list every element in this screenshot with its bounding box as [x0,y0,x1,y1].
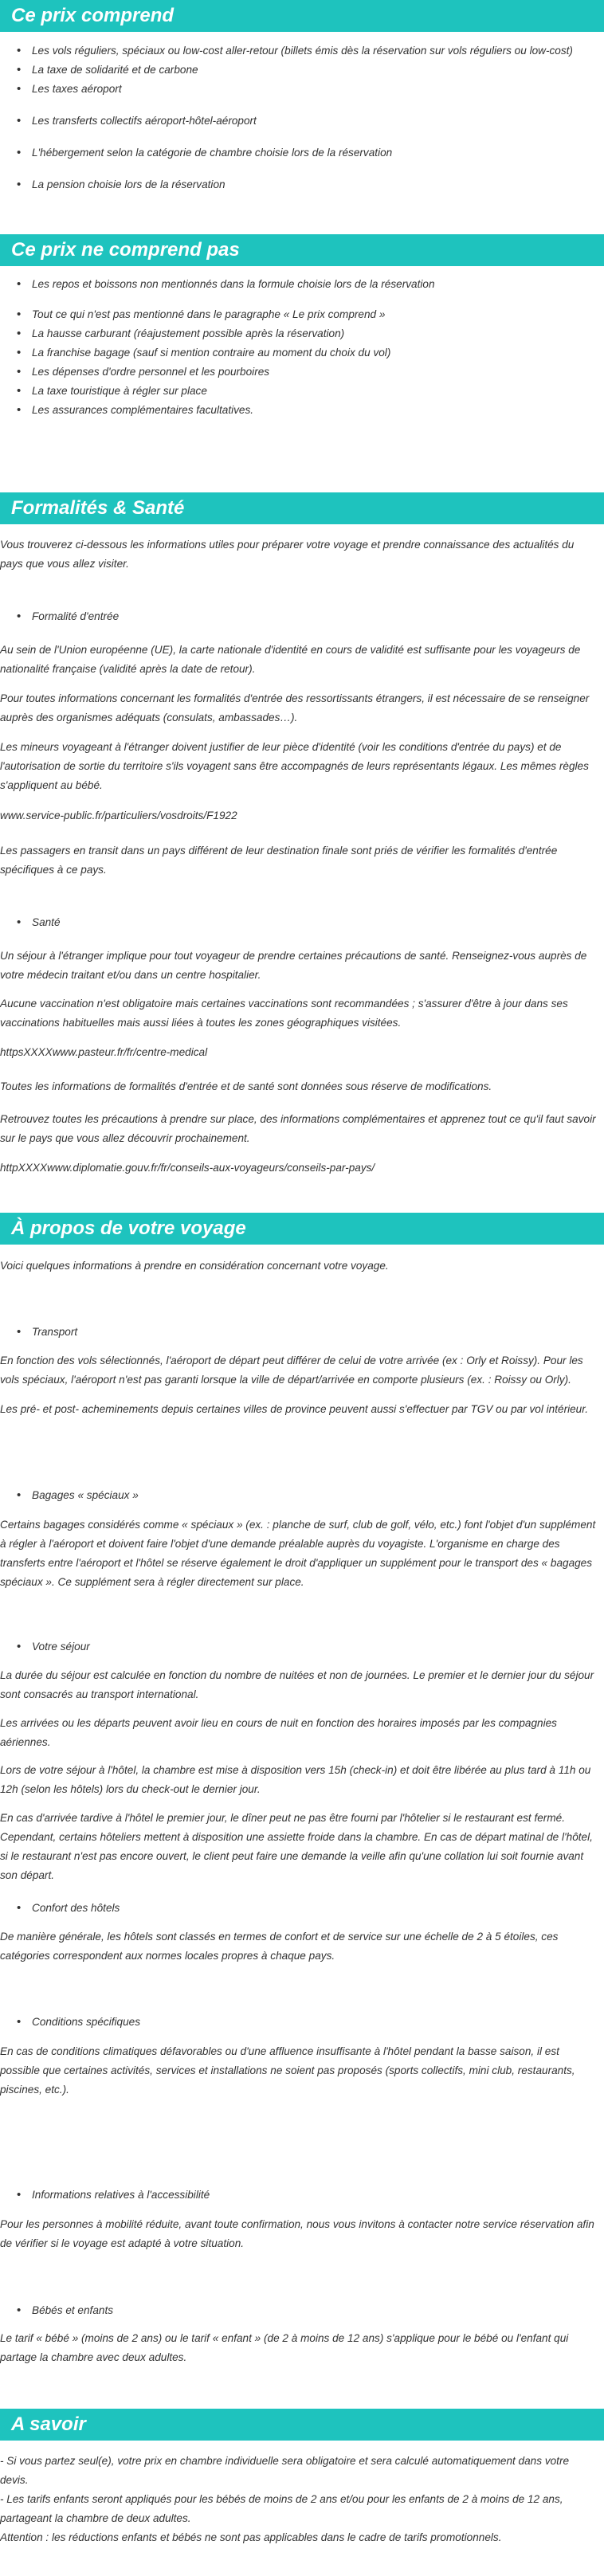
paragraph: Aucune vaccination n'est obligatoire mais certaines vaccinations sont recommandées ; s'assurer d'être à jour dans ses vaccinations habituelles mais aussi liées à toutes les zones géographiques visitées. [0,998,568,1029]
paragraph: Attention : les réductions enfants et bébés ne sont pas applicables dans le cadre de tarifs promotionnels. [0,2531,502,2543]
paragraph: Au sein de l'Union européenne (UE), la carte nationale d'identité en cours de validité est suffisante pour les voyageurs de nationalité française (validité après la date de retour). [0,644,581,675]
paragraph: En cas d'arrivée tardive à l'hôtel le premier jour, le dîner peut ne pas être fourni par l'hôtelier si le restaurant est fermé. Cependant, certains hôteliers mettent à disposition une assiette froide dans la chambre. En cas de départ matinal de l'hôtel, si le restaurant n'est pas encore ouvert, le client peut faire une demande la veille afin qu'une collation lui soit fournie avant son départ. [0,1812,593,1881]
section-title: A savoir [11,2413,86,2435]
section-title: Ce prix ne comprend pas [11,239,240,261]
section-header-a-savoir [0,2409,604,2441]
section-header-prix-comprend [0,0,604,32]
subheading-conditions-specifiques [0,2013,599,2032]
paragraph: Les passagers en transit dans un pays différent de leur destination finale sont priés de vérifier les formalités d'entrée spécifiques à ce pays. [0,845,558,876]
paragraph: Les arrivées ou les départs peuvent avoir lieu en cours de nuit en fonction des horaires imposés par les compagnies aériennes. [0,1717,557,1748]
subheading-label: • Bagages « spéciaux » [0,1486,599,1505]
list-prix-comprend [0,41,599,194]
link-diplomatie[interactable]: httpXXXXwww.diplomatie.gouv.fr/fr/conseils-aux-voyageurs/conseils-par-pays/ [0,1162,375,1174]
paragraph: Les mineurs voyageant à l'étranger doivent justifier de leur pièce d'identité (voir les conditions d'entrée du pays) et de l'autorisation de sortie du territoire s'ils voyagent sans être accompagnés de leurs représentants légaux. Les mêmes règles s'appliquent au bébé. [0,741,589,791]
subheading-bebes-enfants [0,2301,599,2320]
list-item: • Tout ce qui n'est pas mentionné dans le paragraphe « Le prix comprend » [0,305,599,324]
paragraph: La durée du séjour est calculée en fonction du nombre de nuitées et non de journées. Le premier et le dernier jour du séjour sont consacrés au transport international. [0,1669,594,1700]
subheading-label: • Confort des hôtels [0,1899,599,1918]
list-item: • Les vols réguliers, spéciaux ou low-cost aller-retour (billets émis dès la réservation sur vols réguliers ou low-cost) [0,41,599,61]
paragraph: Lors de votre séjour à l'hôtel, la chambre est mise à disposition vers 15h (check-in) et doit être libérée au plus tard à 11h ou 12h (selon les hôtels) lors du check-out le dernier jour. [0,1764,591,1795]
paragraph: Les pré- et post- acheminements depuis certaines villes de province peuvent aussi s'effectuer par TGV ou par vol intérieur. [0,1403,589,1415]
paragraph: Pour toutes informations concernant les formalités d'entrée des ressortissants étrangers, il est nécessaire de se renseigner auprès des organismes adéquats (consulats, ambassades…). [0,692,590,723]
section-header-formalites [0,492,604,524]
section-title: Ce prix comprend [11,5,175,26]
paragraph: Pour les personnes à mobilité réduite, avant toute confirmation, nous vous invitons à contacter notre service réservation afin de vérifier si le voyage est adapté à votre situation. [0,2218,594,2249]
subheading-label: • Votre séjour [0,1637,599,1657]
paragraph: - Les tarifs enfants seront appliqués pour les bébés de moins de 2 ans et/ou pour les enfants de 2 à moins de 12 ans, partageant la chambre de deux adultes. [0,2493,563,2524]
paragraph: En cas de conditions climatiques défavorables ou d'une affluence insuffisante à l'hôtel pendant la basse saison, il est possible que certaines activités, services et installations ne soient pas proposés (sports collectifs, mini club, restaurants, piscines, etc.). [0,2045,575,2096]
list-item: • La pension choisie lors de la réservation [0,175,599,194]
subheading-confort-hotels [0,1899,599,1918]
apropos-intro: Voici quelques informations à prendre en considération concernant votre voyage. [0,1260,389,1272]
paragraph: Certains bagages considérés comme « spéciaux » (ex. : planche de surf, club de golf, vélo, etc.) font l'objet d'un supplément à régler à l'aéroport et doivent faire l'objet d'une demande préalable auprès du voyagiste. L'organisme en charge des transferts entre l'aéroport et l'hôtel se réserve également le droit d'appliquer un supplément pour le transport des « bagages spéciaux ». Ce supplément sera à régler directement sur place. [0,1519,596,1588]
subheading-formalite-entree [0,607,599,626]
paragraph: De manière générale, les hôtels sont classés en termes de confort et de service sur une échelle de 2 à 5 étoiles, ces catégories correspondent aux normes locales propres à chaque pays. [0,1931,559,1962]
subheading-bagages [0,1486,599,1505]
section-header-apropos [0,1213,604,1245]
paragraph: Retrouvez toutes les précautions à prendre sur place, des informations complémentaires et apprenez tout ce qu'il faut savoir sur le pays que vous allez découvrir prochainement. [0,1113,596,1144]
paragraph: - Si vous partez seul(e), votre prix en chambre individuelle sera obligatoire et sera calculé automatiquement dans votre devis. [0,2455,570,2486]
link-service-public[interactable]: www.service-public.fr/particuliers/vosdroits/F1922 [0,810,237,821]
link-pasteur[interactable]: httpsXXXXwww.pasteur.fr/fr/centre-medical [0,1046,208,1058]
list-item: • Les taxes aéroport [0,80,599,99]
paragraph: Un séjour à l'étranger implique pour tout voyageur de prendre certaines précautions de santé. Renseignez-vous auprès de votre médecin traitant et/ou dans un centre hospitalier. [0,950,587,981]
list-item: • La franchise bagage (sauf si mention contraire au moment du choix du vol) [0,343,599,363]
list-item: • Les dépenses d'ordre personnel et les pourboires [0,363,599,382]
list-item: • La taxe touristique à régler sur place [0,382,599,401]
list-item: • L'hébergement selon la catégorie de chambre choisie lors de la réservation [0,143,599,163]
subheading-label: • Santé [0,913,599,932]
list-item: • Les assurances complémentaires facultatives. [0,401,599,420]
subheading-transport [0,1323,599,1342]
list-item: • Les transferts collectifs aéroport-hôtel-aéroport [0,112,599,131]
formalites-intro: Vous trouverez ci-dessous les informations utiles pour préparer votre voyage et prendre connaissance des actualités du pays que vous allez visiter. [0,539,575,570]
paragraph: En fonction des vols sélectionnés, l'aéroport de départ peut différer de celui de votre arrivée (ex : Orly et Roissy). Pour les vols spéciaux, l'aéroport n'est pas garanti lorsque la ville de départ/arrivée en comporte plusieurs (ex. : Roissy ou Orly). [0,1355,583,1386]
subheading-label: • Transport [0,1323,599,1342]
subheading-accessibilite [0,2186,599,2205]
section-title: Formalités & Santé [11,497,185,519]
section-title: À propos de votre voyage [11,1217,246,1239]
subheading-label: • Bébés et enfants [0,2301,599,2320]
subheading-label: • Informations relatives à l'accessibilité [0,2186,599,2205]
list-item: • La taxe de solidarité et de carbone [0,61,599,80]
list-item: • Les repos et boissons non mentionnés dans la formule choisie lors de la réservation [0,275,599,294]
subheading-label: • Conditions spécifiques [0,2013,599,2032]
paragraph: Toutes les informations de formalités d'entrée et de santé sont données sous réserve de modifications. [0,1080,492,1092]
paragraph: Le tarif « bébé » (moins de 2 ans) ou le tarif « enfant » (de 2 à moins de 12 ans) s'applique pour le bébé ou l'enfant qui partage la chambre avec deux adultes. [0,2332,569,2363]
subheading-votre-sejour [0,1637,599,1657]
subheading-label: • Formalité d'entrée [0,607,599,626]
section-header-prix-ne-comprend [0,234,604,266]
list-item: • La hausse carburant (réajustement possible après la réservation) [0,324,599,343]
list-prix-ne-comprend [0,275,599,420]
subheading-sante [0,913,599,932]
